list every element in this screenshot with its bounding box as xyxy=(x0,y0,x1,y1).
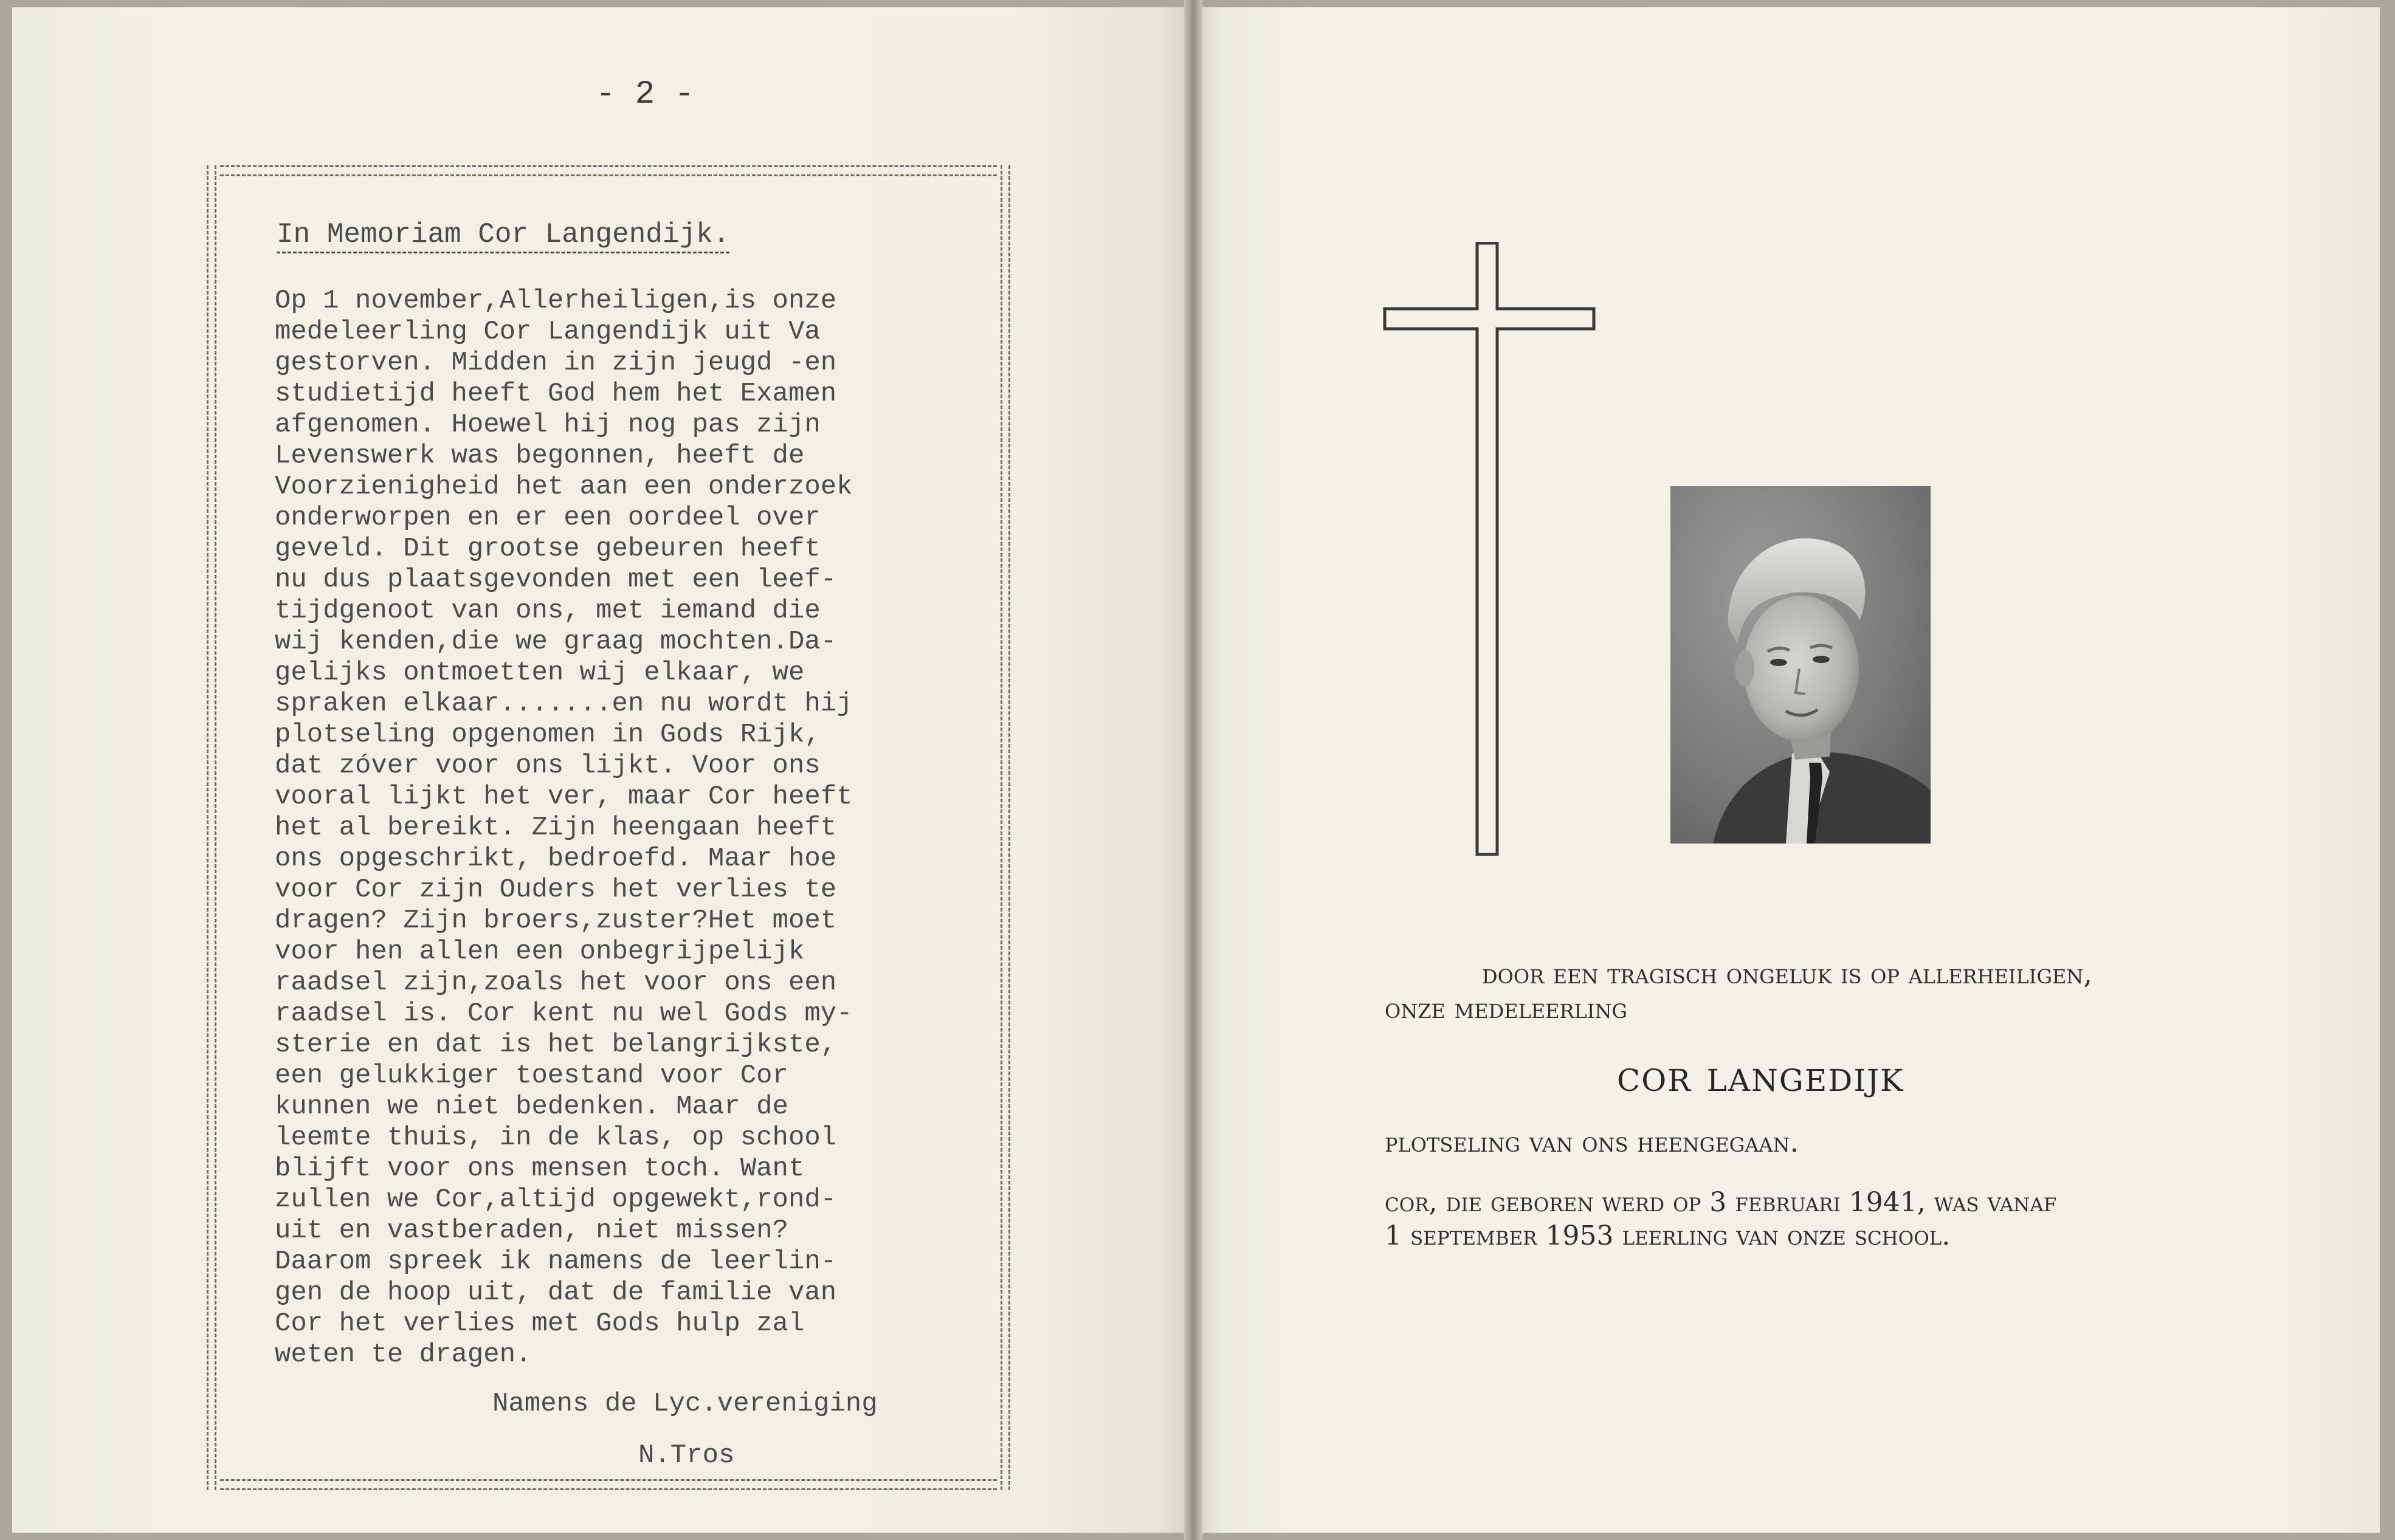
body-line: raadsel is. Cor kent nu wel Gods my- xyxy=(275,999,853,1029)
portrait-photo xyxy=(1670,486,1931,844)
notice-line-2: onze medeleerling xyxy=(1385,992,1628,1025)
portrait-image xyxy=(1670,486,1931,844)
body-line: Daarom spreek ik namens de leerlin- xyxy=(275,1246,837,1277)
body-line: raadsel zijn,zoals het voor ons een xyxy=(275,968,837,998)
body-line: voor hen allen een onbegrijpelijk xyxy=(275,937,805,967)
body-line: medeleerling Cor Langendijk uit Va xyxy=(275,317,821,347)
page-number: - 2 - xyxy=(596,76,695,113)
binding-gutter xyxy=(1184,0,1202,1540)
cross-icon xyxy=(1383,242,1596,856)
frame-top-border xyxy=(220,165,997,176)
body-line: voor Cor zijn Ouders het verlies te xyxy=(275,875,837,905)
body-line: tijdgenoot van ons, met iemand die xyxy=(275,596,821,626)
body-line: gestorven. Midden in zijn jeugd -en xyxy=(275,348,837,378)
body-line: spraken elkaar.......en nu wordt hij xyxy=(275,689,853,719)
body-line: vooral lijkt het ver, maar Cor heeft xyxy=(275,782,853,812)
body-line: studietijd heeft God hem het Examen xyxy=(275,379,837,409)
frame-left-border xyxy=(207,165,216,1490)
body-line: blijft voor ons mensen toch. Want xyxy=(275,1153,805,1184)
body-line: zullen we Cor,altijd opgewekt,rond- xyxy=(275,1184,837,1215)
memoriam-signature: Namens de Lyc.vereniging xyxy=(492,1389,878,1419)
notice-line-1: door een tragisch ongeluk is op allerheiligen, xyxy=(1482,957,2092,990)
body-line: dragen? Zijn broers,zuster?Het moet xyxy=(275,906,837,936)
body-line: gelijks ontmoetten wij elkaar, we xyxy=(275,658,805,688)
body-line: dat zóver voor ons lijkt. Voor ons xyxy=(275,751,821,781)
body-line: nu dus plaatsgevonden met een leef- xyxy=(275,565,837,595)
notice-line-3: plotseling van ons heengegaan. xyxy=(1385,1126,1799,1158)
body-line: wij kenden,die we graag mochten.Da- xyxy=(275,627,837,657)
body-line: Levenswerk was begonnen, heeft de xyxy=(275,441,805,471)
body-line: weten te dragen. xyxy=(275,1339,532,1370)
frame-bottom-border xyxy=(220,1479,997,1490)
body-line: sterie en dat is het belangrijkste, xyxy=(275,1030,837,1060)
body-line: geveld. Dit grootse gebeuren heeft xyxy=(275,534,821,564)
body-line: Op 1 november,Allerheiligen,is onze xyxy=(275,286,837,316)
body-line: onderworpen en er een oordeel over xyxy=(275,503,821,533)
notice-line-4: cor, die geboren werd op 3 februari 1941, was vanaf xyxy=(1385,1187,2057,1218)
notice-line-5: 1 september 1953 leerling van onze school. xyxy=(1385,1220,1951,1251)
body-line: Voorzienigheid het aan een onderzoek xyxy=(275,472,853,502)
frame-right-border xyxy=(1001,165,1010,1490)
body-line: leemte thuis, in de klas, op school xyxy=(275,1122,837,1153)
body-line: gen de hoop uit, dat de familie van xyxy=(275,1277,837,1308)
memoriam-signer: N.Tros xyxy=(638,1440,735,1471)
memoriam-body xyxy=(275,286,949,1370)
body-line: ons opgeschrikt, bedroefd. Maar hoe xyxy=(275,844,837,874)
body-line: afgenomen. Hoewel hij nog pas zijn xyxy=(275,410,821,440)
body-line: het al bereikt. Zijn heengaan heeft xyxy=(275,813,837,843)
body-line: Cor het verlies met Gods hulp zal xyxy=(275,1308,805,1339)
memoriam-title: In Memoriam Cor Langendijk. xyxy=(277,219,729,253)
body-line: een gelukkiger toestand voor Cor xyxy=(275,1060,788,1091)
body-line: kunnen we niet bedenken. Maar de xyxy=(275,1091,788,1122)
body-line: plotseling opgenomen in Gods Rijk, xyxy=(275,720,821,750)
deceased-name: cor langedijk xyxy=(1617,1050,1904,1101)
body-line: uit en vastberaden, niet missen? xyxy=(275,1215,788,1246)
